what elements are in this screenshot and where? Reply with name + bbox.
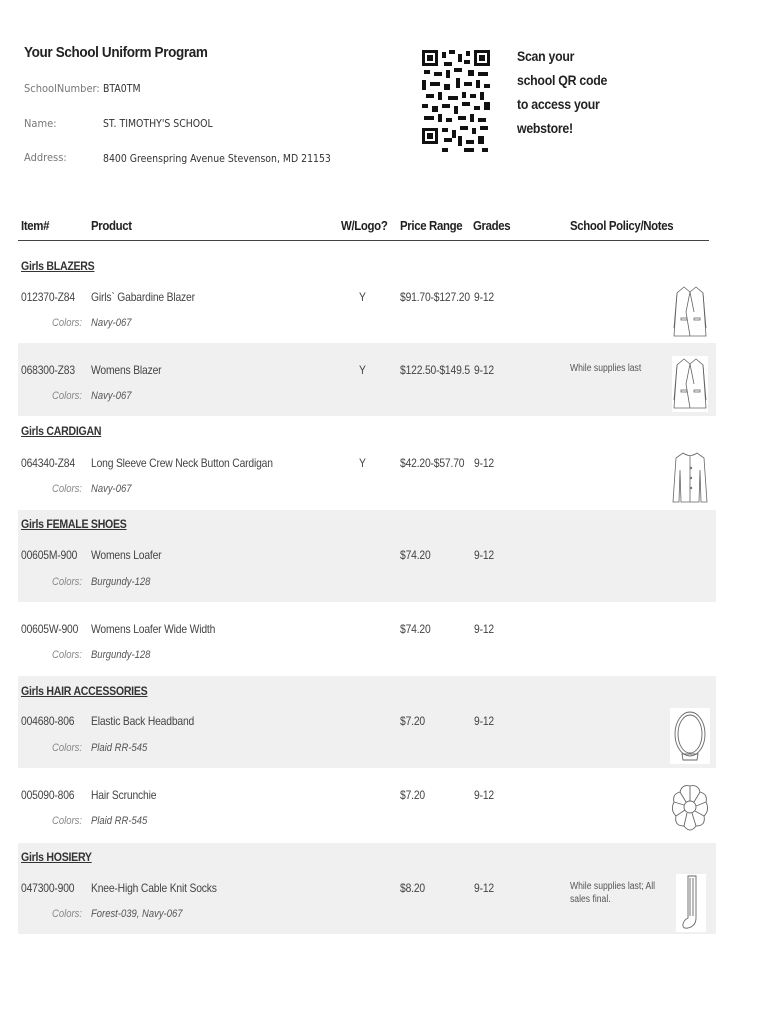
colors-value: Forest-039, Navy-067 bbox=[91, 908, 183, 920]
product-name: Girls` Gabardine Blazer bbox=[91, 290, 195, 304]
header-divider bbox=[18, 240, 709, 241]
product-name: Hair Scrunchie bbox=[91, 788, 157, 802]
category-girls-hair-accessories: Girls HAIR ACCESSORIES bbox=[21, 684, 148, 698]
scrunchie-icon bbox=[670, 782, 710, 838]
colors-value: Navy-067 bbox=[91, 390, 132, 402]
item-number: 005090-806 bbox=[21, 788, 75, 802]
colors-value: Navy-067 bbox=[91, 483, 132, 495]
category-girls-cardigan: Girls CARDIGAN bbox=[21, 424, 102, 438]
column-logo: W/Logo? bbox=[341, 218, 388, 233]
item-number: 068300-Z83 bbox=[21, 363, 75, 377]
category-girls-female-shoes: Girls FEMALE SHOES bbox=[21, 517, 127, 531]
colors-value: Burgundy-128 bbox=[91, 649, 151, 661]
column-product: Product bbox=[91, 218, 132, 233]
product-name: Womens Loafer Wide Width bbox=[91, 622, 216, 636]
price-range: $91.70-$127.20 bbox=[400, 290, 470, 304]
colors-label: Colors: bbox=[52, 390, 82, 402]
name-label: Name: bbox=[24, 117, 57, 130]
column-price: Price Range bbox=[400, 218, 463, 233]
policy-note: While supplies last bbox=[570, 363, 642, 374]
column-notes: School Policy/Notes bbox=[570, 218, 674, 233]
category-girls-hosiery: Girls HOSIERY bbox=[21, 850, 92, 864]
name-value: ST. TIMOTHY'S SCHOOL bbox=[103, 117, 213, 130]
category-girls-blazers: Girls BLAZERS bbox=[21, 259, 95, 273]
column-item: Item# bbox=[21, 218, 50, 233]
grades: 9-12 bbox=[474, 622, 494, 636]
colors-value: Plaid RR-545 bbox=[91, 815, 148, 827]
grades: 9-12 bbox=[474, 456, 494, 470]
colors-label: Colors: bbox=[52, 317, 82, 329]
colors-label: Colors: bbox=[52, 742, 82, 754]
cardigan-icon bbox=[672, 450, 708, 506]
price-range: $7.20 bbox=[400, 788, 425, 802]
product-name: Elastic Back Headband bbox=[91, 714, 195, 728]
price-range: $122.50-$149.5 bbox=[400, 363, 470, 377]
item-number: 00605W-900 bbox=[21, 622, 79, 636]
price-range: $42.20-$57.70 bbox=[400, 456, 465, 470]
product-name: Womens Blazer bbox=[91, 363, 162, 377]
colors-label: Colors: bbox=[52, 649, 82, 661]
colors-label: Colors: bbox=[52, 483, 82, 495]
price-range: $74.20 bbox=[400, 548, 431, 562]
school-number-value: BTA0TM bbox=[103, 82, 141, 95]
price-range: $74.20 bbox=[400, 622, 431, 636]
item-number: 004680-806 bbox=[21, 714, 75, 728]
product-name: Womens Loafer bbox=[91, 548, 162, 562]
column-grades: Grades bbox=[473, 218, 511, 233]
school-number-label: SchoolNumber: bbox=[24, 82, 100, 95]
colors-label: Colors: bbox=[52, 908, 82, 920]
page-title: Your School Uniform Program bbox=[24, 44, 208, 61]
price-range: $8.20 bbox=[400, 881, 425, 895]
blazer-icon bbox=[672, 356, 708, 412]
colors-value: Navy-067 bbox=[91, 317, 132, 329]
item-number: 00605M-900 bbox=[21, 548, 78, 562]
row-shade bbox=[18, 343, 716, 416]
grades: 9-12 bbox=[474, 290, 494, 304]
grades: 9-12 bbox=[474, 714, 494, 728]
grades: 9-12 bbox=[474, 788, 494, 802]
address-label: Address: bbox=[24, 151, 67, 164]
sock-icon bbox=[676, 874, 706, 932]
product-name: Knee-High Cable Knit Socks bbox=[91, 881, 217, 895]
logo-flag: Y bbox=[359, 290, 366, 304]
logo-flag: Y bbox=[359, 363, 366, 377]
item-number: 012370-Z84 bbox=[21, 290, 75, 304]
grades: 9-12 bbox=[474, 548, 494, 562]
product-name: Long Sleeve Crew Neck Button Cardigan bbox=[91, 456, 273, 470]
qr-instructions: Scan your school QR code to access your webstore! bbox=[517, 48, 608, 136]
grades: 9-12 bbox=[474, 363, 494, 377]
qr-code-icon[interactable] bbox=[422, 50, 490, 154]
logo-flag: Y bbox=[359, 456, 366, 470]
policy-note: While supplies last; All sales final. bbox=[570, 881, 656, 905]
colors-value: Plaid RR-545 bbox=[91, 742, 148, 754]
address-value: 8400 Greenspring Avenue Stevenson, MD 21153 bbox=[103, 152, 331, 165]
item-number: 047300-900 bbox=[21, 881, 75, 895]
item-number: 064340-Z84 bbox=[21, 456, 75, 470]
grades: 9-12 bbox=[474, 881, 494, 895]
colors-label: Colors: bbox=[52, 576, 82, 588]
price-range: $7.20 bbox=[400, 714, 425, 728]
headband-icon bbox=[670, 708, 710, 764]
colors-label: Colors: bbox=[52, 815, 82, 827]
blazer-icon bbox=[672, 284, 708, 340]
colors-value: Burgundy-128 bbox=[91, 576, 151, 588]
